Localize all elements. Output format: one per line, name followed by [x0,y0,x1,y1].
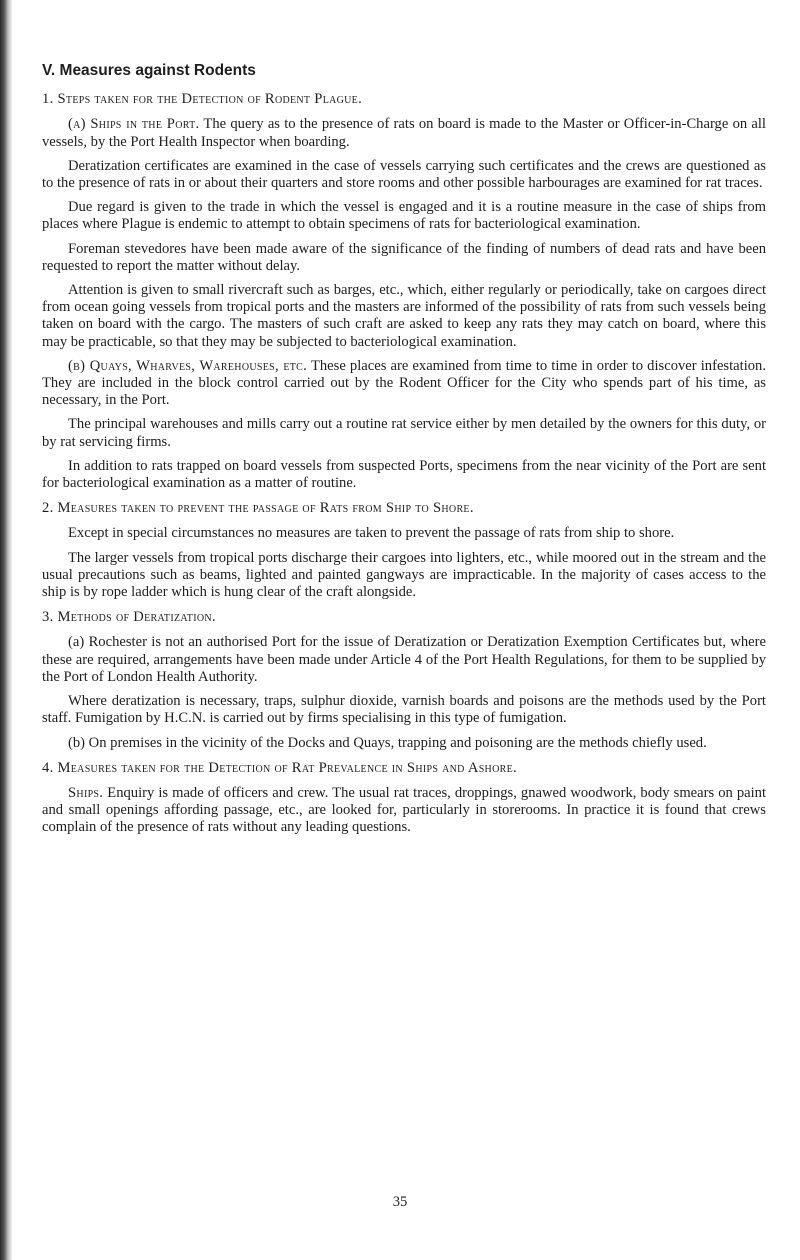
section-title: 3. Methods of Deratization. [42,609,216,626]
paragraph [42,199,766,233]
paragraph [42,735,766,752]
page-binding-shadow [0,0,12,1260]
section-4 [42,760,766,837]
section-2 [42,500,766,601]
section-title: 4. Measures taken for the Detection of Rat Prevalence in Ships and Ashore. [42,759,517,776]
paragraph-text: The query as to the presence of rats on board is made to the Master or Officer-in-Charge on all vessels, by the Port Health Inspector when boarding. [42,116,766,150]
section-3 [42,609,766,751]
paragraph-text: Due regard is given to the trade in which the vessel is engaged and it is a routine measure in the case of ships from places where Plague is endemic to attempt to obtain specimens of rats for bacteriological examination. [42,199,766,233]
paragraph-lead: (b) Quays, Wharves, Warehouses, etc. [68,357,308,374]
paragraph-text: The larger vessels from tropical ports discharge their cargoes into lighters, etc., while moored out in the stream and the usual precautions such as beams, lighted and painted gangways are impracticable. In the majority of cases access to the ship is by rope ladder which is hung clear of the craft alongside. [42,549,766,601]
paragraph [42,525,766,542]
paragraph [42,116,766,150]
paragraph-text: Enquiry is made of officers and crew. The usual rat traces, droppings, gnawed woodwork, body smears on paint and small openings affording passage, etc., are looked for, particularly in storerooms. In practice it is found that crews complain of the presence of rats without any leading questions. [42,784,766,836]
paragraph-text: Foreman stevedores have been made aware of the significance of the finding of numbers of dead rats and have been requested to report the matter without delay. [42,240,766,274]
section-title: 1. Steps taken for the Detection of Rodent Plague. [42,91,363,108]
paragraph-text: (a) Rochester is not an authorised Port for the issue of Deratization or Deratization Exemption Certificates but, where these are required, arrangements have been made under Article 4 of the Port Health Regulations, for them to be supplied by the Port of London Health Authority. [42,634,766,685]
page-number: 35 [392,1194,408,1210]
section-title: 2. Measures taken to prevent the passage of Rats from Ship to Shore. [42,500,474,517]
paragraph-text: Deratization certificates are examined in the case of vessels carrying such certificates and the crews are questioned as to the presence of rats in or about their quarters and store rooms and other possible harbourages are examined for rat traces. [42,157,766,192]
paragraph [42,550,766,602]
paragraph-lead: (a) Ships in the Port. [68,116,200,133]
document-page [42,62,766,845]
section-1 [42,91,766,492]
paragraph [42,458,766,492]
paragraph-text: These places are examined from time to time in order to discover infestation. They are included in the block control carried out by the Rodent Officer for the City who spends part of his time, as necessary, in the Port. [42,357,766,409]
paragraph-text: In addition to rats trapped on board vessels from suspected Ports, specimens from the near vicinity of the Port are sent for bacteriological examination as a matter of routine. [42,457,766,492]
paragraph-text: Attention is given to small rivercraft such as barges, etc., which, either regularly or periodically, take on cargoes direct from ocean going vessels from tropical ports and the masters are informed of the possibility of rats from such vessels being taken on board with the cargo. The masters of such craft are asked to keep any rats they may catch on board, where this may be practicable, so that they may be subjected to bacteriological examination. [42,282,766,350]
paragraph-text: Where deratization is necessary, traps, sulphur dioxide, varnish boards and poisons are the methods used by the Port staff. Fumigation by H.C.N. is carried out by firms specialising in this type of fumigation. [42,693,766,727]
paragraph [42,416,766,450]
paragraph-lead: Ships. [68,784,104,801]
paragraph [42,693,766,727]
paragraph [42,158,766,192]
paragraph [42,785,766,837]
paragraph [42,241,766,275]
paragraph-text: (b) On premises in the vicinity of the Docks and Quays, trapping and poisoning are the methods chiefly used. [68,734,707,751]
paragraph [42,282,766,351]
paragraph-text: Except in special circumstances no measures are taken to prevent the passage of rats from ship to shore. [68,525,675,542]
paragraph [42,634,766,686]
chapter-heading: V. Measures against Rodents [42,62,256,79]
paragraph [42,358,766,410]
paragraph-text: The principal warehouses and mills carry out a routine rat service either by men detailed by the owners for this duty, or by rat servicing firms. [42,416,766,450]
